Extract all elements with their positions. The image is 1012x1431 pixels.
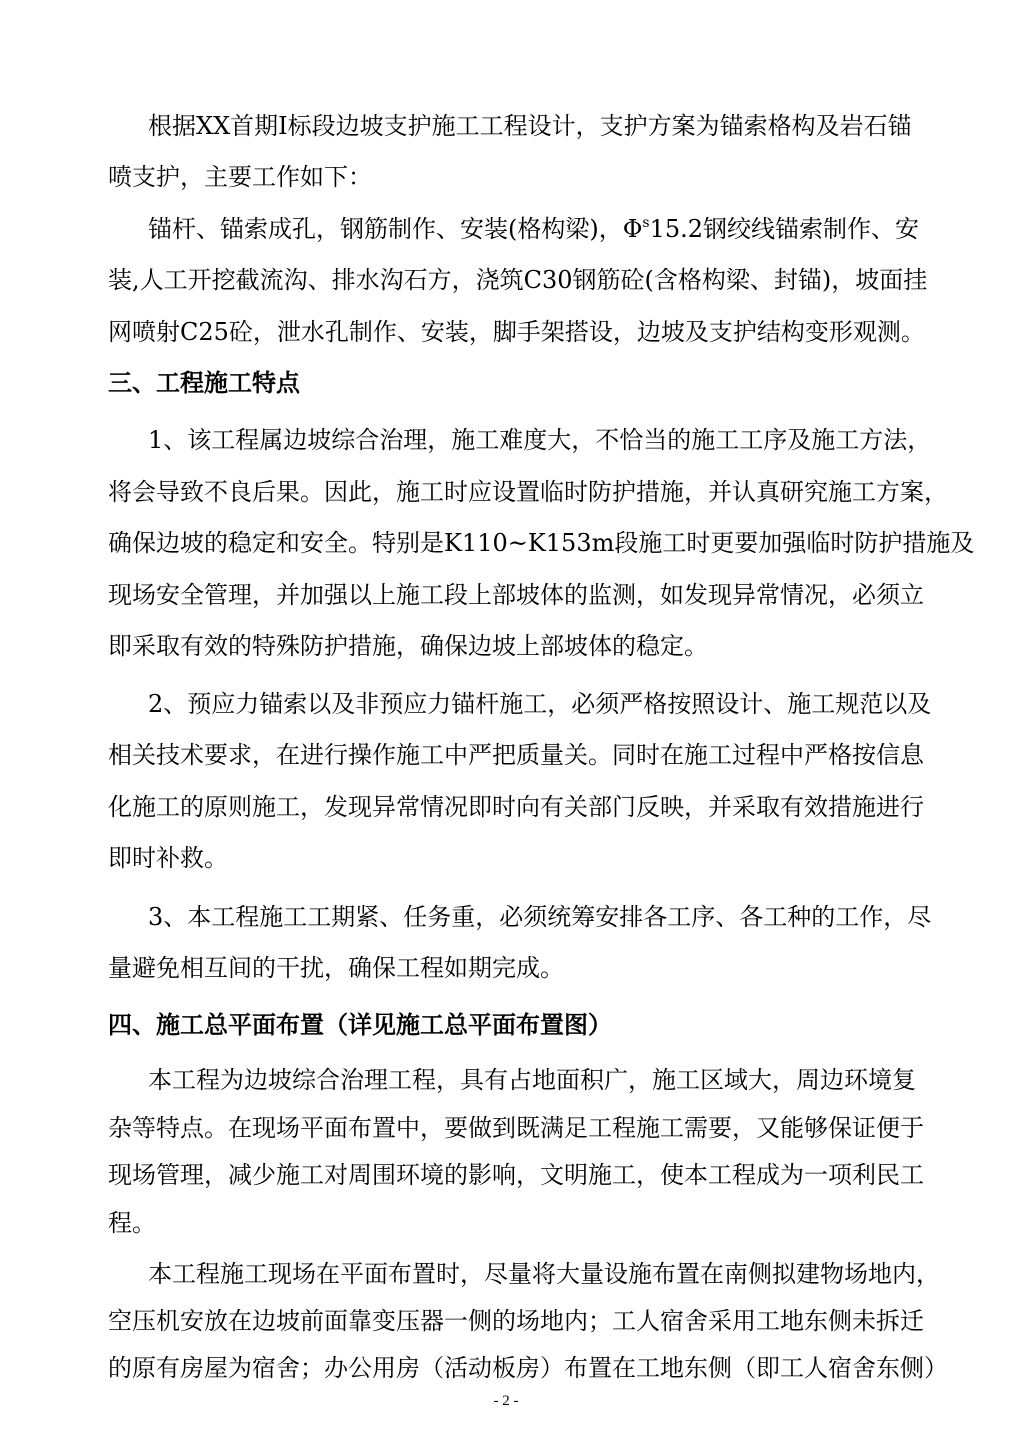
paragraph-line: 3、本工程施工工期紧、任务重，必须统筹安排各工序、各工种的工作，尽 bbox=[148, 903, 932, 931]
section-heading: 三、工程施工特点 bbox=[108, 369, 300, 397]
paragraph-line: 本工程为边坡综合治理工程，具有占地面积广，施工区域大，周边环境复 bbox=[148, 1066, 916, 1094]
paragraph-line: 网喷射C25砼，泄水孔制作、安装，脚手架搭设，边坡及支护结构变形观测。 bbox=[108, 318, 925, 346]
paragraph-line: 即时补救。 bbox=[108, 844, 228, 872]
paragraph-line: 程。 bbox=[108, 1209, 156, 1237]
paragraph-line: 的原有房屋为宿舍；办公用房（活动板房）布置在工地东侧（即工人宿舍东侧） bbox=[108, 1354, 948, 1382]
section-heading: 四、施工总平面布置（详见施工总平面布置图） bbox=[108, 1011, 612, 1039]
paragraph-line: 化施工的原则施工，发现异常情况即时向有关部门反映，并采取有效措施进行 bbox=[108, 793, 924, 821]
paragraph-line: 2、预应力锚索以及非预应力锚杆施工，必须严格按照设计、施工规范以及 bbox=[148, 690, 932, 718]
paragraph-line: 本工程施工现场在平面布置时，尽量将大量设施布置在南侧拟建物场地内， bbox=[148, 1260, 940, 1288]
paragraph-line: 空压机安放在边坡前面靠变压器一侧的场地内；工人宿舍采用工地东侧未拆迁 bbox=[108, 1307, 924, 1335]
paragraph-line: 1、该工程属边坡综合治理，施工难度大，不恰当的施工工序及施工方法， bbox=[148, 426, 932, 454]
paragraph-line: 杂等特点。在现场平面布置中，要做到既满足工程施工需要，又能够保证便于 bbox=[108, 1114, 924, 1142]
paragraph-line: 根据XX首期I标段边坡支护施工工程设计，支护方案为锚索格构及岩石锚 bbox=[148, 112, 912, 140]
paragraph-line: 装,人工开挖截流沟、排水沟石方，浇筑C30钢筋砼(含格构梁、封锚)，坡面挂 bbox=[108, 266, 928, 294]
paragraph-line: 锚杆、锚索成孔，钢筋制作、安装(格构梁)，$\Phi^s15.2$钢绞线锚索制作、安 bbox=[148, 215, 920, 243]
paragraph-line: 量避免相互间的干扰，确保工程如期完成。 bbox=[108, 954, 564, 982]
superscript: s bbox=[642, 215, 650, 231]
paragraph-line: 即采取有效的特殊防护措施，确保边坡上部坡体的稳定。 bbox=[108, 632, 708, 660]
paragraph-line: 相关技术要求，在进行操作施工中严把质量关。同时在施工过程中严格按信息 bbox=[108, 741, 924, 769]
paragraph-line: 现场安全管理，并加强以上施工段上部坡体的监测，如发现异常情况，必须立 bbox=[108, 581, 924, 609]
paragraph-line: 确保边坡的稳定和安全。特别是K110~K153m段施工时更要加强临时防护措施及 bbox=[108, 529, 975, 557]
paragraph-line: 喷支护，主要工作如下： bbox=[108, 163, 372, 191]
paragraph-line: 将会导致不良后果。因此，施工时应设置临时防护措施，并认真研究施工方案， bbox=[108, 478, 948, 506]
page-number: - 2 - bbox=[493, 1393, 519, 1409]
paragraph-line: 现场管理，减少施工对周围环境的影响，文明施工，使本工程成为一项利民工 bbox=[108, 1161, 924, 1189]
